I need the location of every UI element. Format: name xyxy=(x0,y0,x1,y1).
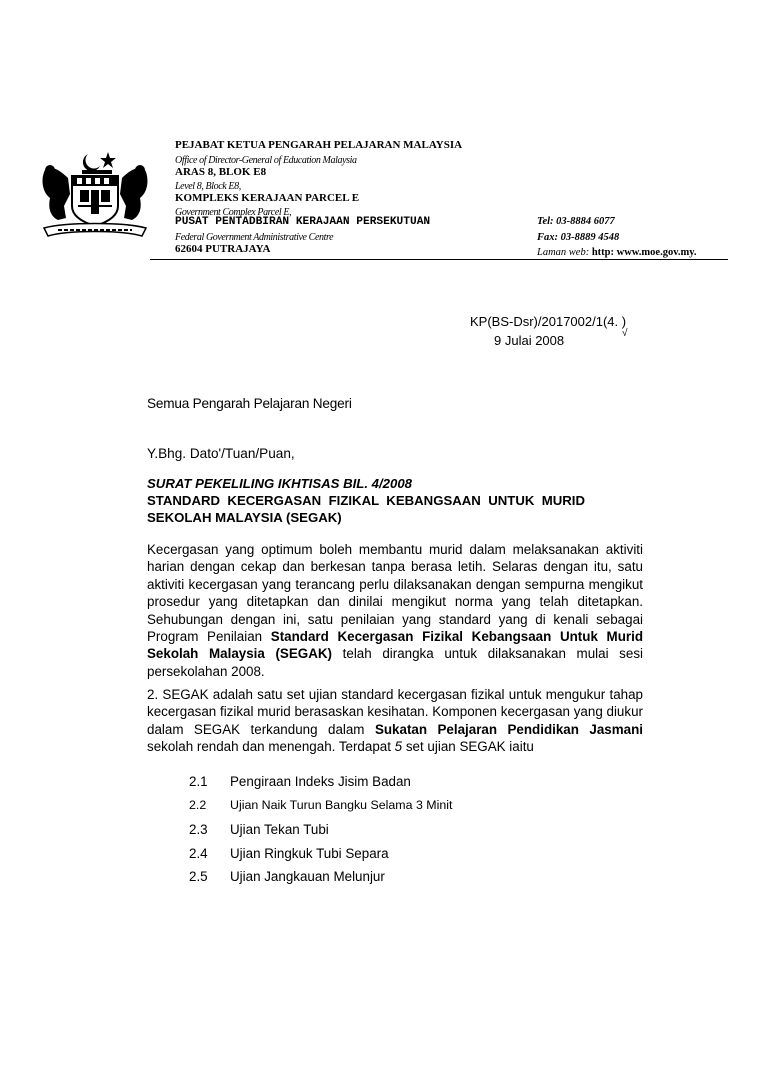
fax: Fax: 03-8889 4548 xyxy=(537,232,620,243)
org-name: PEJABAT KETUA PENGARAH PELAJARAN MALAYSIA xyxy=(175,139,463,151)
paragraph-2-text-b: sekolah rendah dan menengah. Terdapat xyxy=(147,739,395,755)
paragraph-1 xyxy=(147,541,643,680)
list-item-label: Ujian Jangkauan Melunjur xyxy=(230,869,385,884)
recipient: Semua Pengarah Pelajaran Negeri xyxy=(147,396,352,411)
list-item-label: Ujian Ringkuk Tubi Separa xyxy=(230,846,389,861)
floor-address-en: Level 8, Block E8, xyxy=(175,181,241,192)
postcode-city: 62604 PUTRAJAYA xyxy=(175,243,271,255)
list-item xyxy=(189,869,385,884)
list-item-number: 2.1 xyxy=(189,774,208,789)
paragraph-2-text-a: 2. SEGAK adalah satu set ujian standard kecergasan fizikal untuk mengukur tahap kecergasan fizikal murid berasaskan kesihatan. Komponen kecergasan yang diukur dalam SEGAK terkandung dalam xyxy=(147,687,643,737)
list-item xyxy=(189,798,452,812)
subject-heading: STANDARD KECERGASAN FIZIKAL KEBANGSAAN UNTUK MURID SEKOLAH MALAYSIA (SEGAK) xyxy=(147,493,585,525)
website-label: Laman web: xyxy=(537,247,590,258)
tick-mark: √ xyxy=(622,328,628,339)
list-item-label: Ujian Tekan Tubi xyxy=(230,822,329,837)
org-name-en: Office of Director-General of Education Malaysia xyxy=(175,155,357,166)
coat-of-arms-logo xyxy=(36,148,154,240)
floor-address: ARAS 8, BLOK E8 xyxy=(175,166,267,178)
centre-address: PUSAT PENTADBIRAN KERAJAAN PERSEKUTUAN xyxy=(175,216,431,228)
paragraph-2 xyxy=(147,686,643,756)
list-item xyxy=(189,846,389,861)
letterhead-divider xyxy=(150,259,728,260)
paragraph-1-text-b: telah dirangka untuk dilaksanakan mulai sesi persekolahan 2008. xyxy=(147,646,643,679)
list-item-number: 2.2 xyxy=(189,798,207,812)
paragraph-1-bold: Standard Kecergasan Fizikal Kebangsaan Untuk Murid Sekolah Malaysia (SEGAK) xyxy=(147,629,643,662)
paragraph-1-text-a: Kecergasan yang optimum boleh membantu murid dalam melaksanakan aktiviti harian dengan cekap dan berkesan tanpa berasa letih. Selaras dengan itu, satu aktiviti kecergasan yang terancang perlu dilaksanakan dengan sempurna mengikut prosedur yang ditetapkan dan dinilai mengikut norma yang telah ditetapkan. Sehubungan dengan ini, satu penilaian yang standard yang di kenali sebagai Program Penilaian xyxy=(147,542,643,645)
website-url: http: www.moe.gov.my. xyxy=(591,247,697,258)
website xyxy=(537,247,697,258)
list-item xyxy=(189,774,411,789)
paragraph-2-text-c: set ujian SEGAK iaitu xyxy=(402,739,534,755)
paragraph-2-bold: Sukatan Pelajaran Pendidikan Jasmani xyxy=(374,721,643,737)
list-item-label: Pengiraan Indeks Jisim Badan xyxy=(230,774,411,789)
list-item xyxy=(189,822,329,837)
list-item-number: 2.3 xyxy=(189,822,208,837)
paragraph-2-italic: 5 xyxy=(394,739,403,755)
telephone: Tel: 03-8884 6077 xyxy=(537,216,615,227)
list-item-number: 2.5 xyxy=(189,869,208,884)
list-item-number: 2.4 xyxy=(189,846,208,861)
complex-address: KOMPLEKS KERAJAAN PARCEL E xyxy=(175,192,360,204)
centre-address-en: Federal Government Administrative Centre xyxy=(175,232,334,243)
list-item-label: Ujian Naik Turun Bangku Selama 3 Minit xyxy=(230,798,453,812)
letter-date: 9 Julai 2008 xyxy=(494,333,565,348)
circular-title: SURAT PEKELILING IKHTISAS BIL. 4/2008 xyxy=(147,476,413,491)
complex-address-en: Government Complex Parcel E, xyxy=(175,207,292,218)
salutation: Y.Bhg. Dato'/Tuan/Puan, xyxy=(147,446,295,461)
reference-number: KP(BS-Dsr)/2017002/1(4. ) xyxy=(470,314,627,329)
